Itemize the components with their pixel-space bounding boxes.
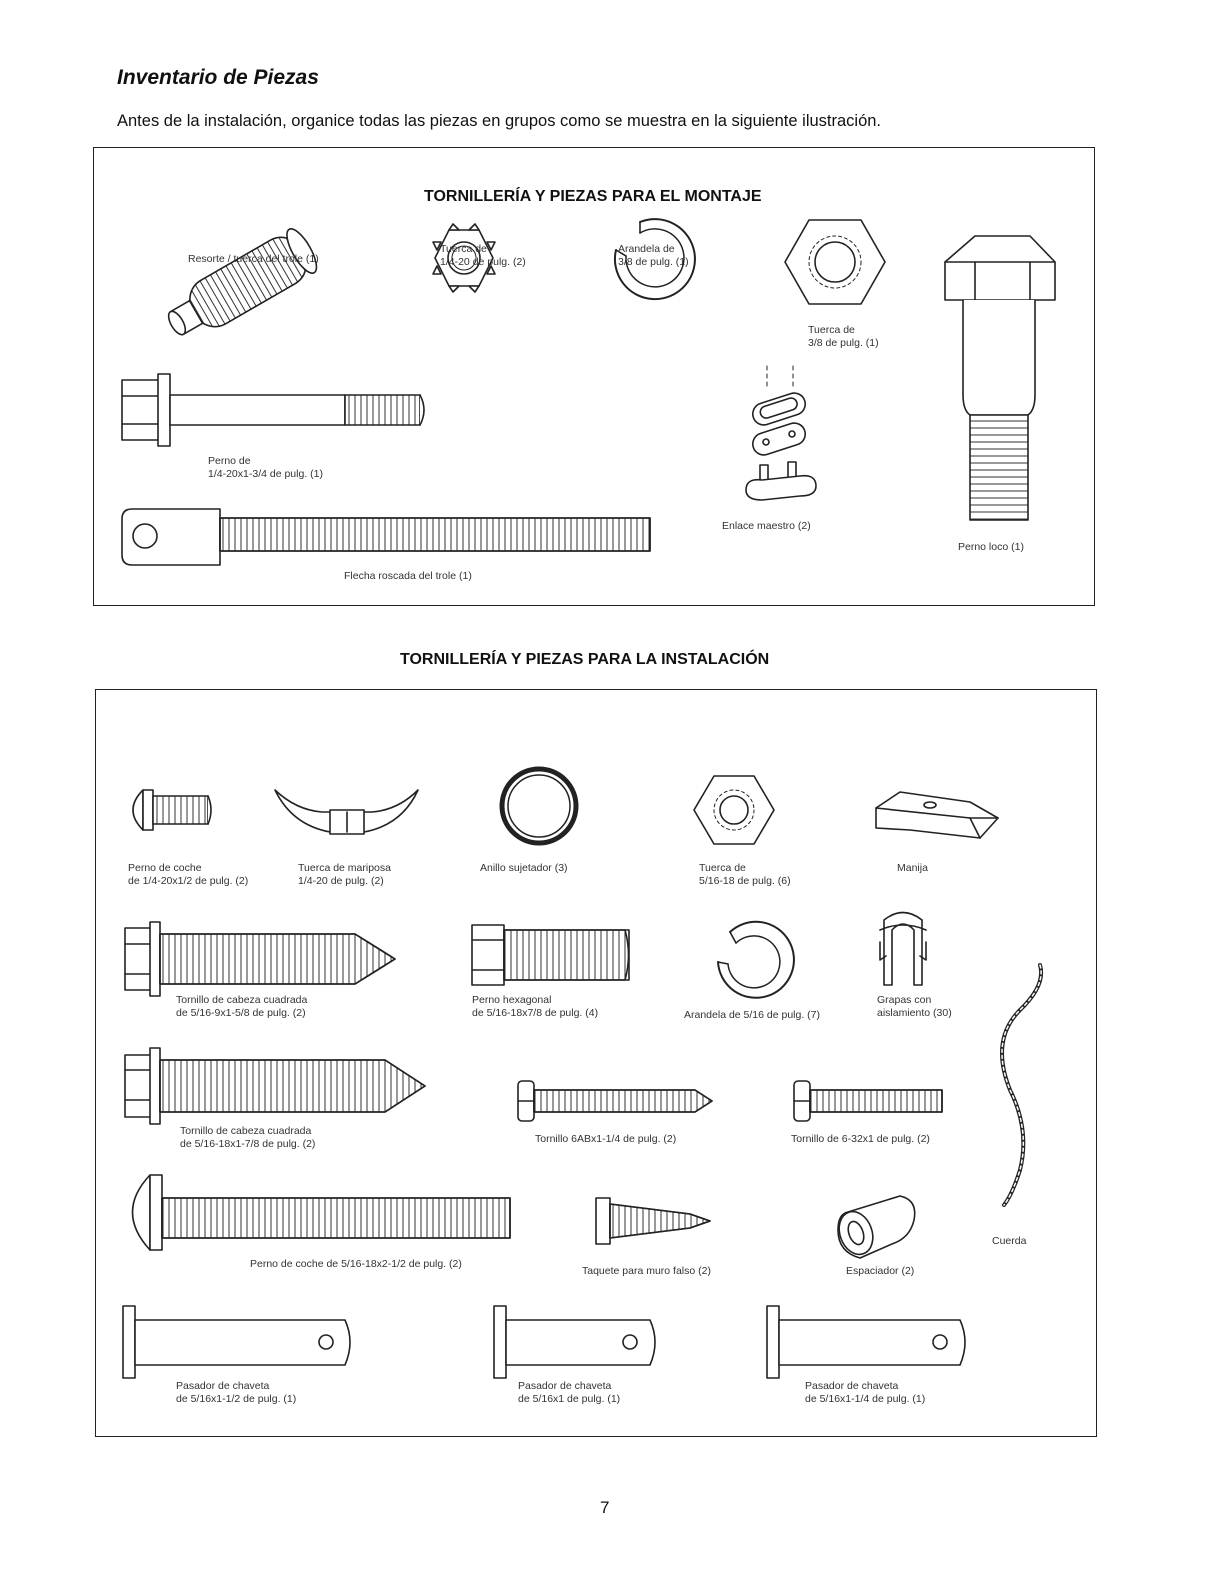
wing-nut-drawing — [275, 790, 418, 834]
cord-drawing — [1002, 965, 1041, 1205]
trolley-spring-nut-drawing — [159, 225, 322, 348]
page-number: 7 — [600, 1498, 610, 1517]
spacer-drawing — [833, 1196, 914, 1259]
label-threaded-shaft: Flecha roscada del trole (1) — [344, 570, 472, 582]
drywall-anchor-drawing — [596, 1198, 710, 1244]
master-link-drawing — [746, 366, 816, 500]
hex-bolt-short-drawing — [472, 925, 629, 985]
label-cord: Cuerda — [992, 1235, 1027, 1247]
hex-nut-drawing — [785, 220, 885, 304]
label-carriage-bolt-small: Perno de coche de 1/4-20x1/2 de pulg. (2) — [128, 862, 249, 887]
machine-screw-drawing — [794, 1081, 942, 1121]
label-keps-nut: Tuerca de 1/4-20 de pulg. (2) — [440, 243, 526, 268]
label-spacer: Espaciador (2) — [846, 1265, 915, 1277]
label-carriage-bolt-long: Perno de coche de 5/16-18x2-1/2 de pulg. (2) — [250, 1258, 462, 1270]
label-lock-washer-small: Arandela de 5/16 de pulg. (7) — [684, 1009, 821, 1021]
label-insulated-staples: Grapas con aislamiento (30) — [877, 994, 952, 1019]
carriage-bolt-small-drawing — [133, 790, 211, 830]
label-handle: Manija — [897, 862, 928, 874]
label-master-link: Enlace maestro (2) — [722, 520, 811, 532]
lag-screw-short-drawing — [125, 922, 395, 996]
mounting-hardware-heading: TORNILLERÍA Y PIEZAS PARA EL MONTAJE — [424, 188, 762, 205]
handle-drawing — [876, 792, 998, 838]
label-retaining-ring: Anillo sujetador (3) — [480, 862, 568, 874]
lock-washer-small-drawing — [718, 922, 794, 998]
idler-bolt-drawing — [945, 236, 1055, 520]
label-hex-nut: Tuerca de 3/8 de pulg. (1) — [808, 324, 879, 349]
label-clevis-pin-short: Pasador de chaveta de 5/16x1 de pulg. (1) — [518, 1380, 621, 1405]
threaded-shaft-drawing — [122, 509, 650, 565]
label-hex-bolt-short: Perno hexagonal de 5/16-18x7/8 de pulg. (4) — [472, 994, 599, 1019]
hex-nut-small-drawing — [694, 776, 774, 844]
retaining-ring-drawing — [502, 769, 576, 843]
page-title: Inventario de Piezas — [117, 66, 319, 89]
label-clevis-pin-long: Pasador de chaveta de 5/16x1-1/2 de pulg. (1) — [176, 1380, 297, 1405]
clevis-pin-medium-drawing — [767, 1306, 965, 1378]
label-drywall-anchor: Taquete para muro falso (2) — [582, 1265, 711, 1277]
label-trolley-spring-nut: Resorte / tuerca del trole (1) — [188, 253, 319, 265]
label-idler-bolt: Perno loco (1) — [958, 541, 1024, 553]
label-machine-screw: Tornillo de 6-32x1 de pulg. (2) — [791, 1133, 930, 1145]
label-wing-nut: Tuerca de mariposa 1/4-20 de pulg. (2) — [298, 862, 391, 887]
label-hex-bolt-long: Perno de 1/4-20x1-3/4 de pulg. (1) — [208, 455, 323, 480]
installation-hardware-heading: TORNILLERÍA Y PIEZAS PARA LA INSTALACIÓN — [400, 651, 770, 668]
hex-bolt-long-drawing — [122, 374, 424, 446]
clevis-pin-short-drawing — [494, 1306, 655, 1378]
intro-text: Antes de la instalación, organice todas las piezas en grupos como se muestra en la siguiente ilustración. — [117, 112, 882, 130]
label-lag-screw-long: Tornillo de cabeza cuadrada de 5/16-18x1-7/8 de pulg. (2) — [180, 1125, 316, 1150]
carriage-bolt-long-drawing — [133, 1175, 511, 1250]
lag-screw-long-drawing — [125, 1048, 425, 1124]
label-lag-screw-short: Tornillo de cabeza cuadrada de 5/16-9x1-5/8 de pulg. (2) — [176, 994, 308, 1019]
label-clevis-pin-medium: Pasador de chaveta de 5/16x1-1/4 de pulg. (1) — [805, 1380, 926, 1405]
self-tapping-screw-drawing — [518, 1081, 712, 1121]
label-hex-nut-small: Tuerca de 5/16-18 de pulg. (6) — [699, 862, 791, 887]
insulated-staple-drawing — [880, 913, 926, 986]
clevis-pin-long-drawing — [123, 1306, 350, 1378]
label-self-tapping-screw: Tornillo 6ABx1-1/4 de pulg. (2) — [535, 1133, 677, 1145]
label-lock-washer: Arandela de 3/8 de pulg. (1) — [618, 243, 689, 268]
